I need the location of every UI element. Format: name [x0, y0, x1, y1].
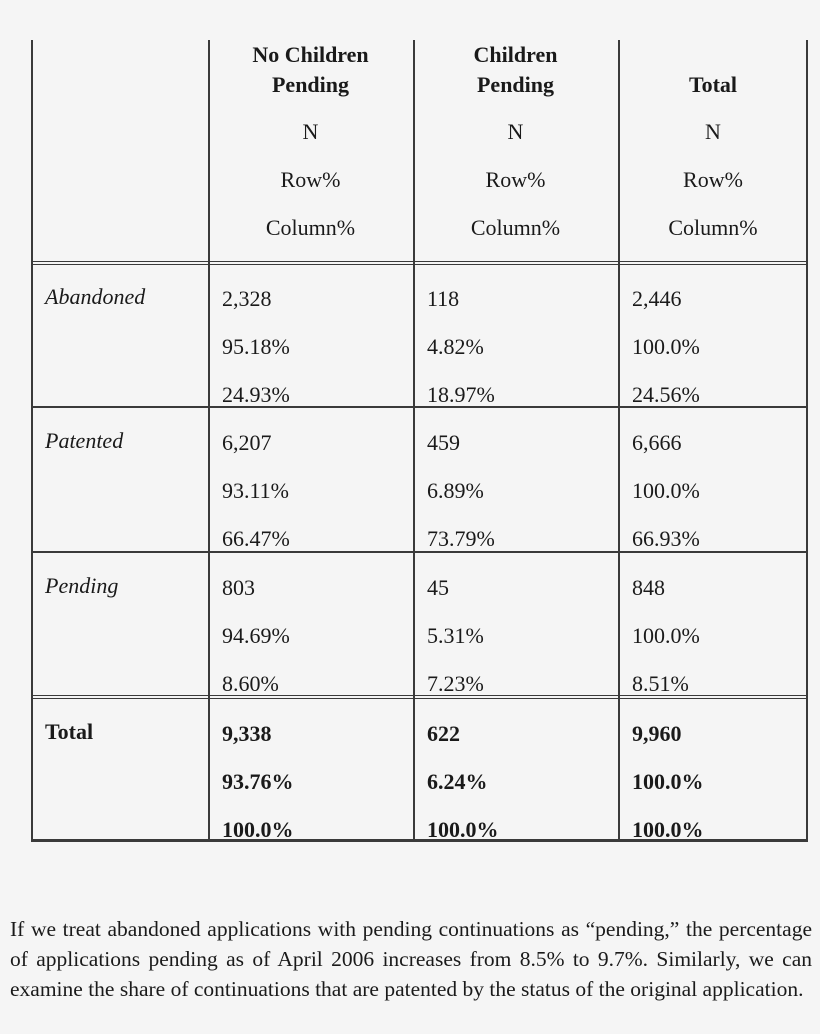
cell-n: 9,338	[222, 721, 272, 746]
stat-label-n: N	[705, 119, 721, 144]
cell-row-pct: 100.0%	[632, 769, 704, 794]
table-cell	[415, 553, 618, 717]
stat-label-column-pct: Column%	[265, 215, 356, 240]
cell-row-pct: 100.0%	[632, 478, 700, 503]
column-header-no-children-pending	[208, 40, 413, 261]
column-title-line1: Children	[473, 42, 558, 67]
table-cell	[210, 408, 413, 572]
cell-column-pct: 24.93%	[222, 382, 290, 407]
table-cell	[620, 553, 806, 717]
table-cell	[620, 408, 806, 572]
crosstab-table	[31, 40, 808, 842]
row-label-abandoned: Abandoned	[45, 284, 146, 309]
cell-column-pct: 18.97%	[427, 382, 495, 407]
cell-n: 118	[427, 286, 460, 311]
cell-column-pct: 24.56%	[632, 382, 700, 407]
row-label-patented: Patented	[45, 428, 124, 453]
cell-row-pct: 100.0%	[632, 334, 700, 359]
table-cell	[415, 408, 618, 572]
row-label-total: Total	[45, 719, 94, 744]
cell-n: 6,666	[632, 430, 682, 455]
table-cell	[210, 264, 413, 428]
cell-n: 2,328	[222, 286, 272, 311]
column-header-children-pending	[413, 40, 618, 261]
table-cell	[620, 264, 806, 428]
table-cell	[415, 699, 618, 863]
stat-label-column-pct: Column%	[668, 215, 758, 240]
column-title-line2: Pending	[271, 72, 350, 97]
cell-column-pct: 66.47%	[222, 526, 290, 551]
row-label-pending: Pending	[45, 573, 119, 598]
stat-label-row-pct: Row%	[280, 167, 341, 192]
cell-row-pct: 93.76%	[222, 769, 294, 794]
table-cell	[210, 699, 413, 863]
cell-column-pct: 8.51%	[632, 671, 689, 696]
cell-row-pct: 95.18%	[222, 334, 290, 359]
cell-column-pct: 7.23%	[427, 671, 484, 696]
cell-column-pct: 8.60%	[222, 671, 279, 696]
cell-row-pct: 6.89%	[427, 478, 484, 503]
cell-column-pct: 66.93%	[632, 526, 700, 551]
stat-label-n: N	[302, 119, 319, 144]
cell-n: 848	[632, 575, 665, 600]
cell-row-pct: 94.69%	[222, 623, 290, 648]
stat-label-n: N	[507, 119, 524, 144]
cell-n: 622	[427, 721, 460, 746]
cell-n: 45	[427, 575, 449, 600]
cell-n: 6,207	[222, 430, 272, 455]
stat-label-column-pct: Column%	[470, 215, 561, 240]
cell-row-pct: 4.82%	[427, 334, 484, 359]
column-title-line1: No Children	[252, 42, 369, 67]
cell-column-pct: 100.0%	[632, 817, 704, 842]
table-cell	[415, 264, 618, 428]
column-title-line2: Total	[688, 72, 738, 97]
table-cell	[620, 699, 806, 863]
body-paragraph: If we treat abandoned applications with pending continuations as “pending,” the percentage of applications pending as of April 2006 increases from 8.5% to 9.7%. Similarly, we can examine the share of continuations that are patented by the status of the original application.	[10, 916, 812, 1001]
column-title-line2: Pending	[476, 72, 555, 97]
cell-row-pct: 93.11%	[222, 478, 290, 503]
cell-n: 2,446	[632, 286, 682, 311]
cell-n: 9,960	[632, 721, 682, 746]
cell-n: 803	[222, 575, 255, 600]
cell-row-pct: 5.31%	[427, 623, 484, 648]
stat-label-row-pct: Row%	[683, 167, 743, 192]
cell-row-pct: 6.24%	[427, 769, 488, 794]
cell-row-pct: 100.0%	[632, 623, 700, 648]
stat-label-row-pct: Row%	[485, 167, 546, 192]
column-header-total	[618, 40, 808, 261]
cell-column-pct: 73.79%	[427, 526, 495, 551]
table-cell	[210, 553, 413, 717]
cell-column-pct: 100.0%	[222, 817, 294, 842]
cell-column-pct: 100.0%	[427, 817, 499, 842]
cell-n: 459	[427, 430, 460, 455]
